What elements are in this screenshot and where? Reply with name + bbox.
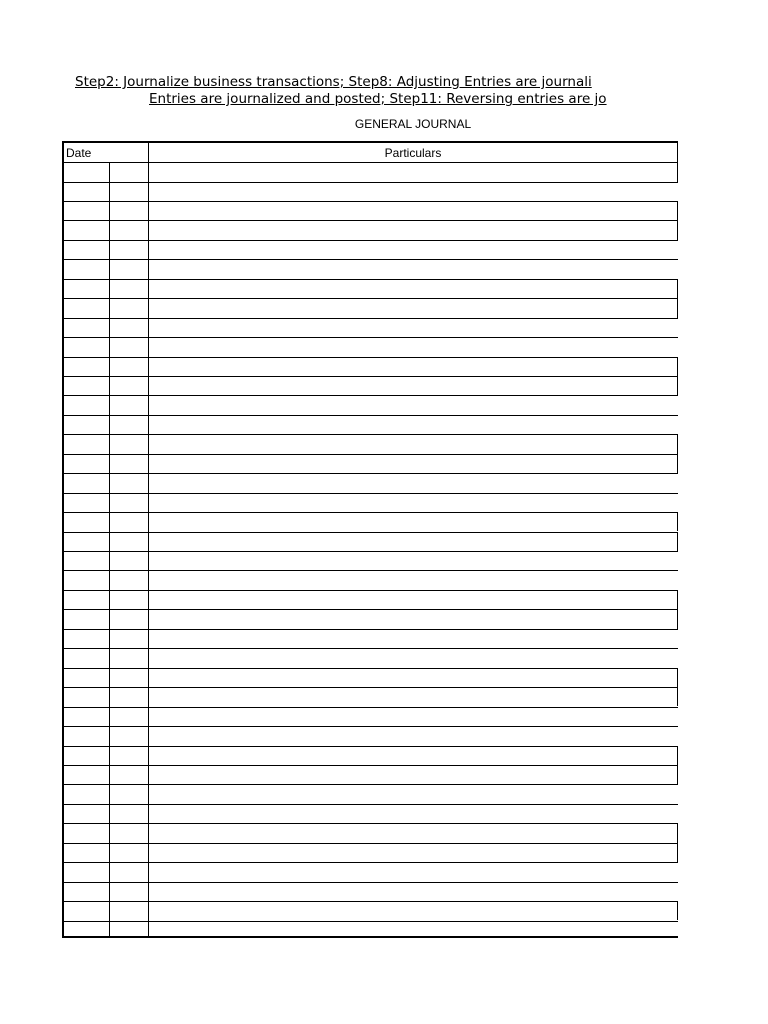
journal-right-border (677, 298, 678, 317)
journal-row-line (64, 240, 678, 241)
journal-row-line (64, 609, 678, 610)
journal-right-border (677, 454, 678, 473)
journal-row-line (64, 843, 678, 844)
journal-row-line (64, 862, 678, 863)
journal-row-line (64, 882, 678, 883)
journal-row-line (64, 259, 678, 260)
date-column-header: Date (66, 146, 92, 160)
journal-row-line (64, 376, 678, 377)
journal-row-line (64, 493, 678, 494)
header-line-1: Step2: Journalize business transactions; Step8: Adjusting Entries are journali (75, 74, 592, 90)
journal-row-line (64, 357, 678, 358)
journal-row-line (64, 804, 678, 805)
journal-right-border (677, 687, 678, 706)
journal-row-line (64, 201, 678, 202)
journal-right-border (677, 532, 678, 551)
journal-row-line (64, 434, 678, 435)
journal-row-line (64, 668, 678, 669)
journal-row-line (64, 532, 678, 533)
journal-row-line (64, 687, 678, 688)
journal-row-line (64, 551, 678, 552)
journal-right-border (677, 590, 678, 609)
particulars-column-divider (148, 143, 149, 936)
journal-right-border (677, 220, 678, 239)
journal-right-border (677, 512, 678, 531)
journal-row-line (64, 162, 678, 163)
journal-row-line (64, 182, 678, 183)
journal-right-border (677, 279, 678, 298)
journal-row-line (64, 590, 678, 591)
journal-row-line (64, 726, 678, 727)
journal-title: GENERAL JOURNAL (354, 117, 472, 131)
journal-row-line (64, 318, 678, 319)
journal-right-border (677, 609, 678, 628)
journal-right-border (677, 901, 678, 920)
journal-row-line (64, 746, 678, 747)
journal-row-line (64, 279, 678, 280)
journal-right-border (677, 668, 678, 687)
journal-right-border (677, 434, 678, 453)
journal-right-border (677, 765, 678, 784)
journal-row-line (64, 473, 678, 474)
journal-row-line (64, 648, 678, 649)
journal-row-line (64, 512, 678, 513)
journal-right-border (677, 843, 678, 862)
journal-row-line (64, 765, 678, 766)
journal-right-border (677, 823, 678, 842)
journal-row-line (64, 220, 678, 221)
journal-row-line (64, 784, 678, 785)
journal-row-line (64, 337, 678, 338)
journal-right-border (677, 746, 678, 765)
journal-row-line (64, 901, 678, 902)
journal-row-line (64, 570, 678, 571)
journal-row-line (64, 454, 678, 455)
journal-right-border (677, 357, 678, 376)
journal-right-border (677, 376, 678, 395)
journal-row-line (64, 395, 678, 396)
journal-row-line (64, 707, 678, 708)
particulars-column-header: Particulars (384, 146, 442, 160)
journal-row-line (64, 921, 678, 922)
header-line-2: Entries are journalized and posted; Step11: Reversing entries are jo (149, 91, 607, 107)
journal-row-line (64, 823, 678, 824)
journal-row-line (64, 415, 678, 416)
journal-right-border (677, 143, 678, 182)
journal-row-line (64, 298, 678, 299)
general-journal-table (62, 141, 678, 938)
journal-right-border (677, 201, 678, 220)
journal-row-line (64, 629, 678, 630)
